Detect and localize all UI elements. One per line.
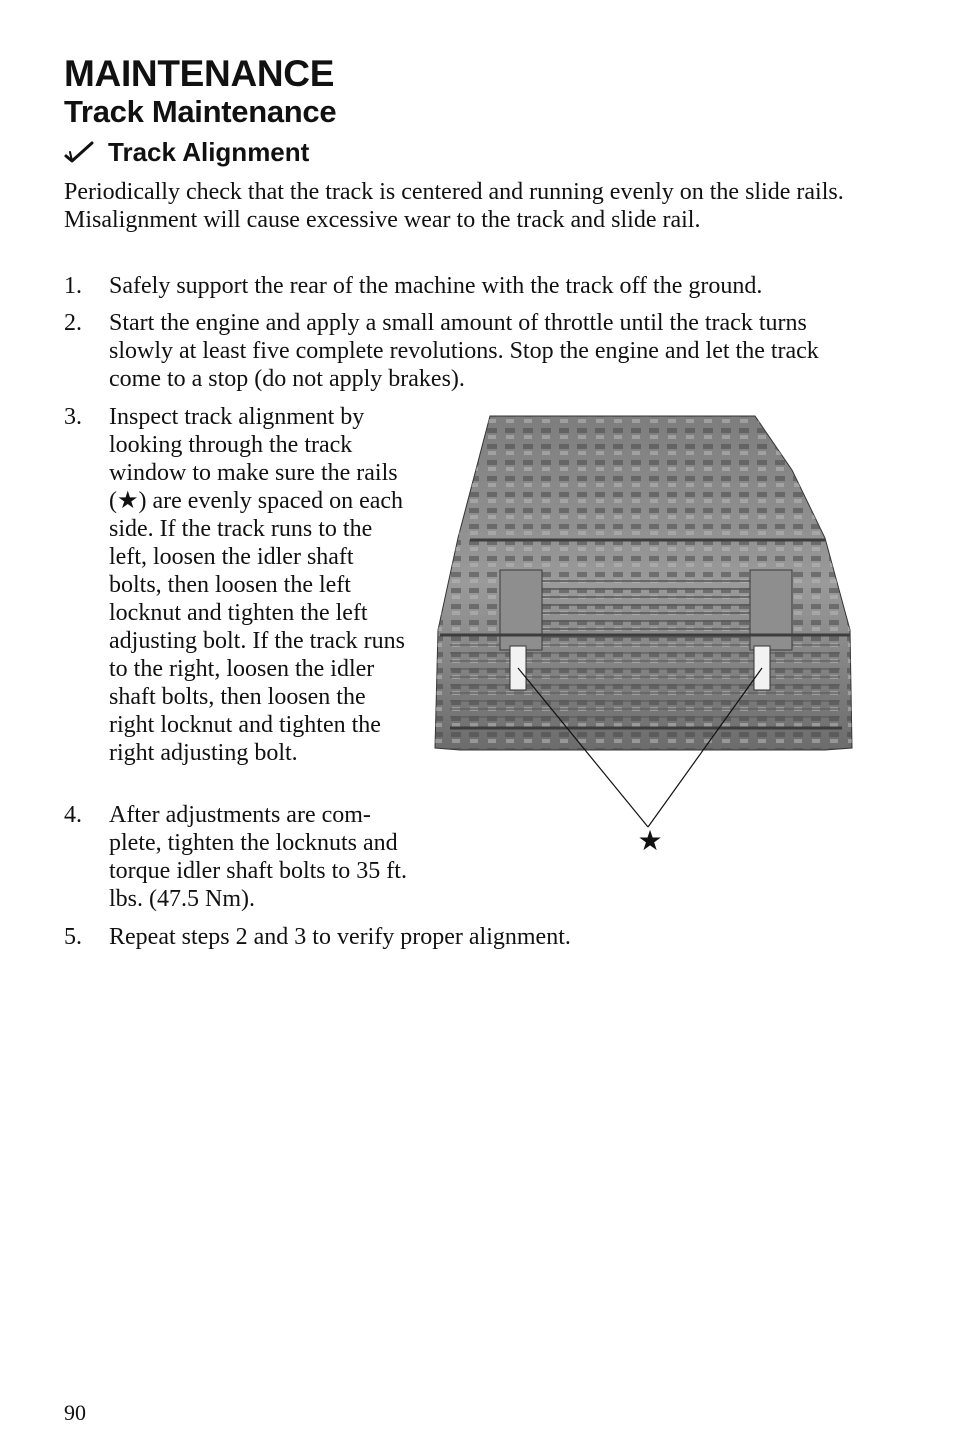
track-photo [435,416,852,750]
step-text-after-symbol: ) are evenly spaced on each side. If the track runs to the left, loosen the idler shaft bolts, then loosen the left locknut and tighten the left adjusting bolt. If the track runs to the right, loosen the idler shaft bolts, then loosen the right locknut and tighten the right adjusting bolt. [109,488,405,766]
step-text: Repeat steps 2 and 3 to verify proper alignment. [109,924,571,950]
section-title: MAINTENANCE [64,53,335,94]
step-text [109,403,409,767]
checkmark-icon [64,141,94,163]
step-number: 3. [64,404,82,430]
subsection-title: Track Maintenance [64,94,337,129]
callout-star-icon: ★ [637,824,663,857]
step-text-before-symbol: Inspect track alignment by looking through the track window to make sure the rails ( [109,404,398,514]
step-number: 1. [64,273,82,299]
step-text: Start the engine and apply a small amount of throttle until the track turns slowly at least five complete revolutions. Stop the engine and let the track come to a stop (do not apply brakes). [109,310,819,392]
step-number: 5. [64,924,82,950]
topic-heading [64,136,309,168]
step-number: 2. [64,310,82,336]
step-text: Safely support the rear of the machine with the track off the ground. [109,273,763,299]
step-text: After adjustments are com-plete, tighten the locknuts and torque idler shaft bolts to 35 ft. lbs. (47.5 Nm). [109,802,407,912]
page-number: 90 [64,1400,86,1425]
topic-title: Track Alignment [108,137,310,167]
step-number: 4. [64,802,82,828]
star-symbol-icon: ★ [117,488,139,514]
track-alignment-figure [430,410,860,860]
intro-paragraph: Periodically check that the track is centered and running evenly on the slide rails. Misalignment will cause excessive wear to the track and slide rail. [64,179,844,233]
